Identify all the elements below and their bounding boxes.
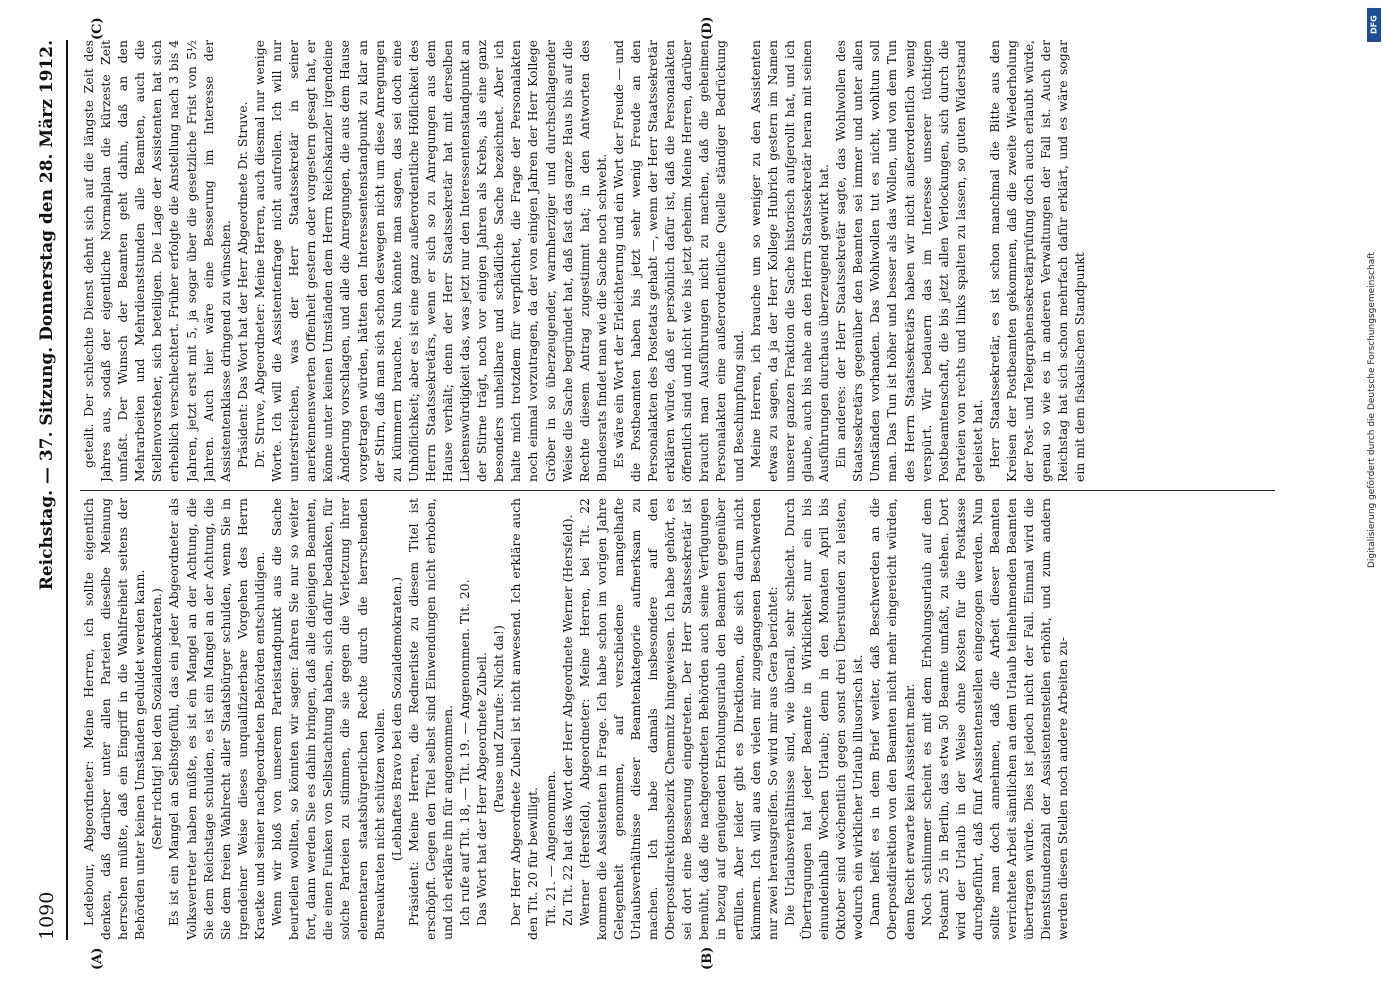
right-column-paragraph: Herr Staatssekretär, es ist schon manchmal die Bitte aus den Kreisen der Postbeamten gekommen, daß die zweite Wiederholung der Post- und Telegraphensekretärprüfung doch auch erlaubt würde, genau so wie es in anderen Verwaltungen der Fall ist. Auch der Reichstag hat sich schon mehrfach dafür erklärt, und es wäre sogar ein mit dem fiskalischen Standpunkt: [986, 40, 1088, 482]
page-number: 1090: [36, 891, 58, 940]
right-column-paragraph: Es wäre ein Wort der Erleichterung und ein Wort der Freude — und die Postbeamten haben bis jetzt sehr wenig Freude an den Personalakten des Postetats gehabt —, wenn der Herr Staatssekretär erklären würde, daß er persönlich dafür ist, daß die Personalakten öffentlich sind und nicht wie bis jetzt geheim. Meine Herren, darüber braucht man Ausführungen nicht zu machen, daß die geheimen Personalakten eine außerordentliche Quelle ständiger Bedrückung und Beschimpfung sind.: [610, 40, 746, 482]
left-column-paragraph: (Lebhaftes Bravo bei den Sozialdemokraten.): [388, 576, 404, 862]
left-column-paragraph: Der Herr Abgeordnete Zubeil ist nicht anwesend. Ich erkläre auch den Tit. 20 für bewilligt.: [508, 498, 541, 940]
left-column-paragraph: (Pause und Zurufe: Nicht da!): [491, 625, 507, 813]
running-head: Reichstag. — 37. Sitzung. Donnerstag den 28. März 1912.: [37, 40, 57, 591]
left-column-paragraph: (Sehr richtig! bei den Sozialdemokraten.): [149, 588, 165, 850]
left-column-paragraph: Es ist ein Mangel an Selbstgefühl, das ein jeder Abgeordneter als Volksvertreter haben müßte, es ist ein Mangel an der Achtung, die Sie dem Reichstage schulden, es ist ein Mangel an der Achtung, die Sie dem freien Wahlrecht aller Staatsbürger schulden, wenn Sie in irgendeiner Weise dieses unqualifizierbare Vorgehen des Herrn Kraetke und seiner nachgeordneten Behörden entschuldigen.: [166, 498, 267, 940]
left-column-paragraph: Präsident: Meine Herren, die Rednerliste zu diesem Titel ist erschöpft. Gegen den Titel selbst sind Einwendungen nicht erhoben, und ich erkläre ihn für angenommen.: [405, 498, 455, 940]
left-column-paragraph: Werner (Hersfeld), Abgeordneter: Meine Herren, bei Tit. 22 kommen die Assistenten in Frage. Ich habe schon im vorigen Jahre Gelegenheit genommen, auf verschiedene mangelhafte Urlaubsverhältnisse dieser Beamtenkategorie aufmerksam zu machen. Ich habe damals insbesondere auf den Oberpostdirektionsbezirk Chemnitz hingewiesen. Ich habe gehört, es sei dort eine Besserung eingetreten. Der Herr Staatssekretär ist bemüht, daß die nachgeordneten Behörden auch seine Verfügungen in bezug auf genügenden Erholungsurlaub den Beamten gegenüber erfüllen. Aber leider gibt es Direktionen, die sich darum nicht kümmern. Ich will aus den vielen mir zugegangenen Beschwerden nur zwei herausgreifen. So wird mir aus Gera berichtet:: [576, 498, 780, 940]
left-column-paragraph: Dann heißt es in dem Brief weiter, daß Beschwerden an die Oberpostdirektion von den Beamten nicht mehr eingereicht würden, denn Recht erwarte kein Assistent mehr.: [867, 498, 917, 940]
left-column-paragraph: Wenn wir bloß von unserem Parteistandpunkt aus die Sache beurteilen wollten, so könnten wir sagen: fahren Sie nur so weiter fort, dann werden Sie es dahin bringen, daß alle diejenigen Beamten, die einen Funken von Selbstachtung haben, sich dafür bedanken, für solche Parteien zu stimmen, die sie gegen die Verletzung ihrer elementaren staatsbürgerlichen Rechte durch die herrschenden Bureaukraten nicht schützen wollen.: [269, 498, 387, 940]
left-column-paragraph: Tit. 21. — Angenommen.: [542, 770, 558, 926]
left-column: [80, 498, 1275, 940]
right-column: [80, 40, 1275, 482]
left-column-paragraph: Ledebour, Abgeordneter: Meine Herren, ich sollte eigentlich denken, daß darüber unter allen Parteien dieselbe Meinung herrschen müßte, daß ein Eingriff in die Wahlfreiheit seitens der Behörden unter keinen Umständen geduldet werden kann.: [81, 498, 148, 940]
margin-marker-d: (D): [700, 16, 715, 40]
right-column-paragraph: Präsident: Das Wort hat der Herr Abgeordnete Dr. Struve.: [234, 101, 250, 468]
margin-marker-b: (B): [700, 946, 715, 970]
header-rule: [66, 40, 68, 940]
dfg-logo: DFG: [1367, 8, 1381, 42]
right-column-paragraph: Dr. Struve, Abgeordneter: Meine Herren, auch diesmal nur wenige Worte. Ich will die Assistentenfrage nicht aufrollen. Ich will nur unterstreichen, was der Herr Staatssekretär in seiner anerkennenswerten Offenheit gestern oder vorgestern gesagt hat, er könne unter keinen Umständen dem Herrn Reichskanzler irgendeine Änderung vorschlagen, und alle die Anregungen, die aus dem Hause vorgetragen würden, hätten den Interessentenstandpunkt zu klar an der Stirn, daß man sich schon deswegen nicht um diese Anregungen zu kümmern brauche. Nun könnte man sagen, das sei doch eine Unhöflichkeit; aber es ist eine ganz außerordentliche Höflichkeit des Herrn Staatssekretärs, wenn er sich so zu Anregungen aus dem Hause verhält; denn der Herr Staatssekretär hat mit derselben Liebenswürdigkeit das, was jetzt nur den Interessentenstandpunkt an der Stirne trägt, noch vor einigen Jahren als Krebs, als eine ganz besonders unheilbare und schädliche Sache bezeichnet. Aber ich halte mich trotzdem für verpflichtet, die Frage der Personalakten noch einmal vorzutragen, da der von einigen Jahren der Herr Kollege Gröber in so überzeugender, warmherziger und durchschlagender Weise die Sache begründet hat, daß fast das ganze Haus bis auf die Rechte diesem Antrag zugestimmt hat; in den Antworten des Bundesrats findet man wie die Sache noch schwebt.: [251, 40, 609, 482]
left-column-paragraph: Ich rufe auf Tit. 18, — Tit. 19. — Angenommen. Tit. 20.: [457, 579, 473, 926]
left-column-paragraph: Zu Tit. 22 hat das Wort der Herr Abgeordnete Werner (Hersfeld).: [559, 514, 575, 926]
right-column-paragraph: Meine Herren, ich brauche um so weniger zu den Assistenten etwas zu sagen, da ja der Herr Kollege Hubrich gestern im Namen unserer ganzen Fraktion die Sache historisch aufgerollt hat, und ich glaube, auch bis nahe an den Herrn Staatssekretär heran mit seinen Ausführungen durchaus überzeugend gewirkt hat.: [747, 40, 832, 482]
column-divider: [80, 490, 1275, 491]
right-column-paragraph: geteilt. Der schlechte Dienst dehnt sich auf die längste Zeit des Jahres aus, sodaß der eigentliche Normalplan die kürzeste Zeit umfaßt. Der Wunsch der Beamten geht dahin, daß an den Mehrarbeiten und Mehrdienststunden alle Beamten, auch die Stellenvorsteher, sich beteiligen. Die Lage der Assistenten hat sich erheblich verschlechtert. Früher erfolgte die Anstellung nach 3 bis 4 Jahren, jetzt erst mit 5, ja sogar über die gesetzliche Frist von 5½ Jahren. Auch hier wäre eine Besserung im Interesse der Assistentenklasse dringend zu wünschen.: [81, 40, 233, 482]
left-column-paragraph: Noch schlimmer scheint es mit dem Erholungsurlaub auf dem Postamt 25 in Berlin, das etwa 50 Beamte umfaßt, zu stehen. Dort wird der Urlaub in der Weise ohne Kosten für die Postkasse durchgeführt, daß fünf Assistentenstellen eingezogen werden. Nun sollte man doch annehmen, daß die Arbeit dieser Beamten verrichtete Arbeit sämtlichen an dem Urlaub teilnehmenden Beamten übertragen würde. Dies ist jedoch nicht der Fall. Einmal wird die Dienststundenzahl der Assistentenstellen erhöht, und zum andern werden diesen Stellen noch andere Arbeiten zu-: [918, 498, 1071, 940]
left-column-paragraph: Das Wort hat der Herr Abgeordnete Zubeil.: [474, 652, 490, 926]
margin-marker-a: (A): [90, 947, 105, 970]
credit-text: Digitalisierung gefördert durch die Deutsche Forschungsgemeinschaft: [1367, 252, 1377, 568]
page-header: [34, 40, 60, 940]
margin-marker-c: (C): [90, 17, 105, 40]
digitization-credit: [1365, 8, 1381, 998]
right-column-paragraph: Ein anderes: der Herr Staatssekretär sagte, das Wohlwollen des Staatssekretärs gegenüber den Beamten sei immer und unter allen Umständen vorhanden. Das Wohlwollen tut es nicht, wohltun soll man. Das Tun ist höher und besser als das Wollen, und von dem Tun des Herrn Staatssekretärs haben wir nicht außerordentlich wenig verspürt. Wir bedauern das im Interesse unserer tüchtigen Postbeamtenschaft, die bis jetzt allen Verlockungen, sich durch die Parteien von rechts und links spalten zu lassen, so guten Widerstand geleistet hat.: [833, 40, 985, 482]
left-column-paragraph: Die Urlaubsverhältnisse sind, wie überall, sehr schlecht. Durch Übertragungen hat jeder Beamte in Wirklichkeit nur ein bis einundeinhalb Wochen Urlaub; denn in den Monaten April bis Oktober sind wöchentlich gegen sonst drei Überstunden zu leisten, wodurch ein wirklicher Urlaub illusorisch ist.: [781, 498, 866, 940]
